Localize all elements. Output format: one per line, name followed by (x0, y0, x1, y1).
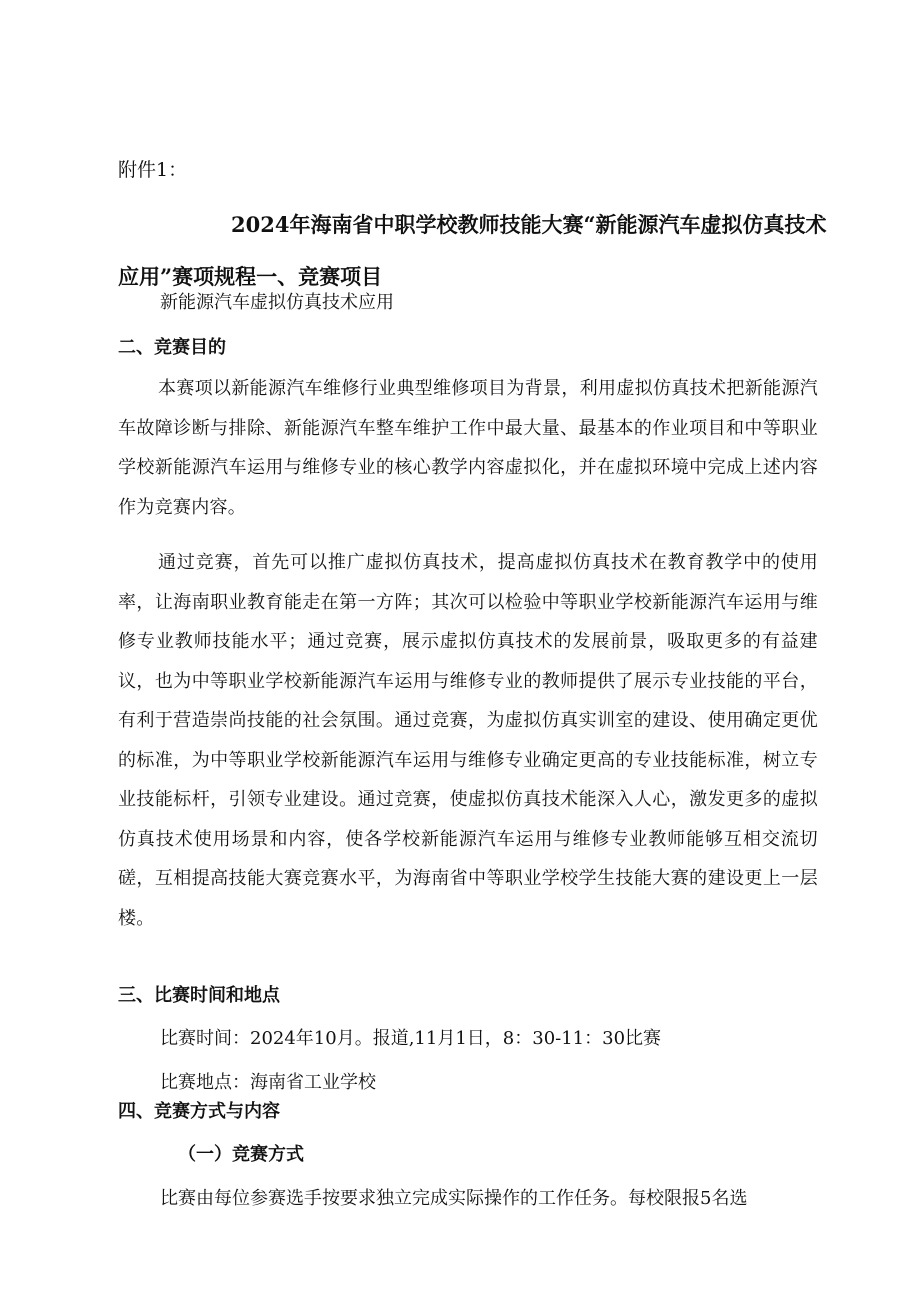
subsection-1-paragraph: 比赛由每位参赛选手按要求独立完成实际操作的工作任务。每校限报5名选 (160, 1188, 748, 1209)
subsection-1-heading: （一）竞赛方式 (178, 1144, 304, 1165)
competition-place: 比赛地点：海南省工业学校 (160, 1072, 376, 1093)
project-name: 新能源汽车虚拟仿真技术应用 (160, 292, 394, 313)
section-2-paragraph-1: 本赛项以新能源汽车维修行业典型维修项目为背景，利用虚拟仿真技术把新能源汽车故障诊断与排除、新能源汽车整车维护工作中最大量、最基本的作业项目和中等职业学校新能源汽车运用与维修专业的核心教学内容虚拟化，并在虚拟环境中完成上述内容作为竞赛内容。 (118, 378, 818, 518)
section-4-heading: 四、竞赛方式与内容 (118, 1101, 280, 1122)
attachment-label: 附件1： (118, 159, 188, 181)
title-line-2: 应用”赛项规程一、竞赛项目 (118, 264, 383, 289)
competition-time: 比赛时间：2024年10月。报道,11月1日，8：30-11：30比赛 (160, 1028, 662, 1049)
section-2-heading: 二、竞赛目的 (118, 337, 226, 358)
section-3-heading: 三、比赛时间和地点 (118, 985, 280, 1006)
title-line-1: 2024年海南省中职学校教师技能大赛“新能源汽车虚拟仿真技术 (231, 212, 827, 237)
section-2-paragraph-2: 通过竞赛，首先可以推广虚拟仿真技术，提高虚拟仿真技术在教育教学中的使用率，让海南职业教育能走在第一方阵；其次可以检验中等职业学校新能源汽车运用与维修专业教师技能水平；通过竞赛，展示虚拟仿真技术的发展前景，吸取更多的有益建议，也为中等职业学校新能源汽车运用与维修专业的教师提供了展示专业技能的平台，有利于营造崇尚技能的社会氛围。通过竞赛，为虚拟仿真实训室的建设、使用确定更优的标准，为中等职业学校新能源汽车运用与维修专业确定更高的专业技能标准，树立专业技能标杆，引领专业建设。通过竞赛，使虚拟仿真技术能深入人心，激发更多的虚拟仿真技术使用场景和内容，使各学校新能源汽车运用与维修专业教师能够互相交流切磋，互相提高技能大赛竞赛水平，为海南省中等职业学校学生技能大赛的建设更上一层楼。 (118, 552, 818, 929)
